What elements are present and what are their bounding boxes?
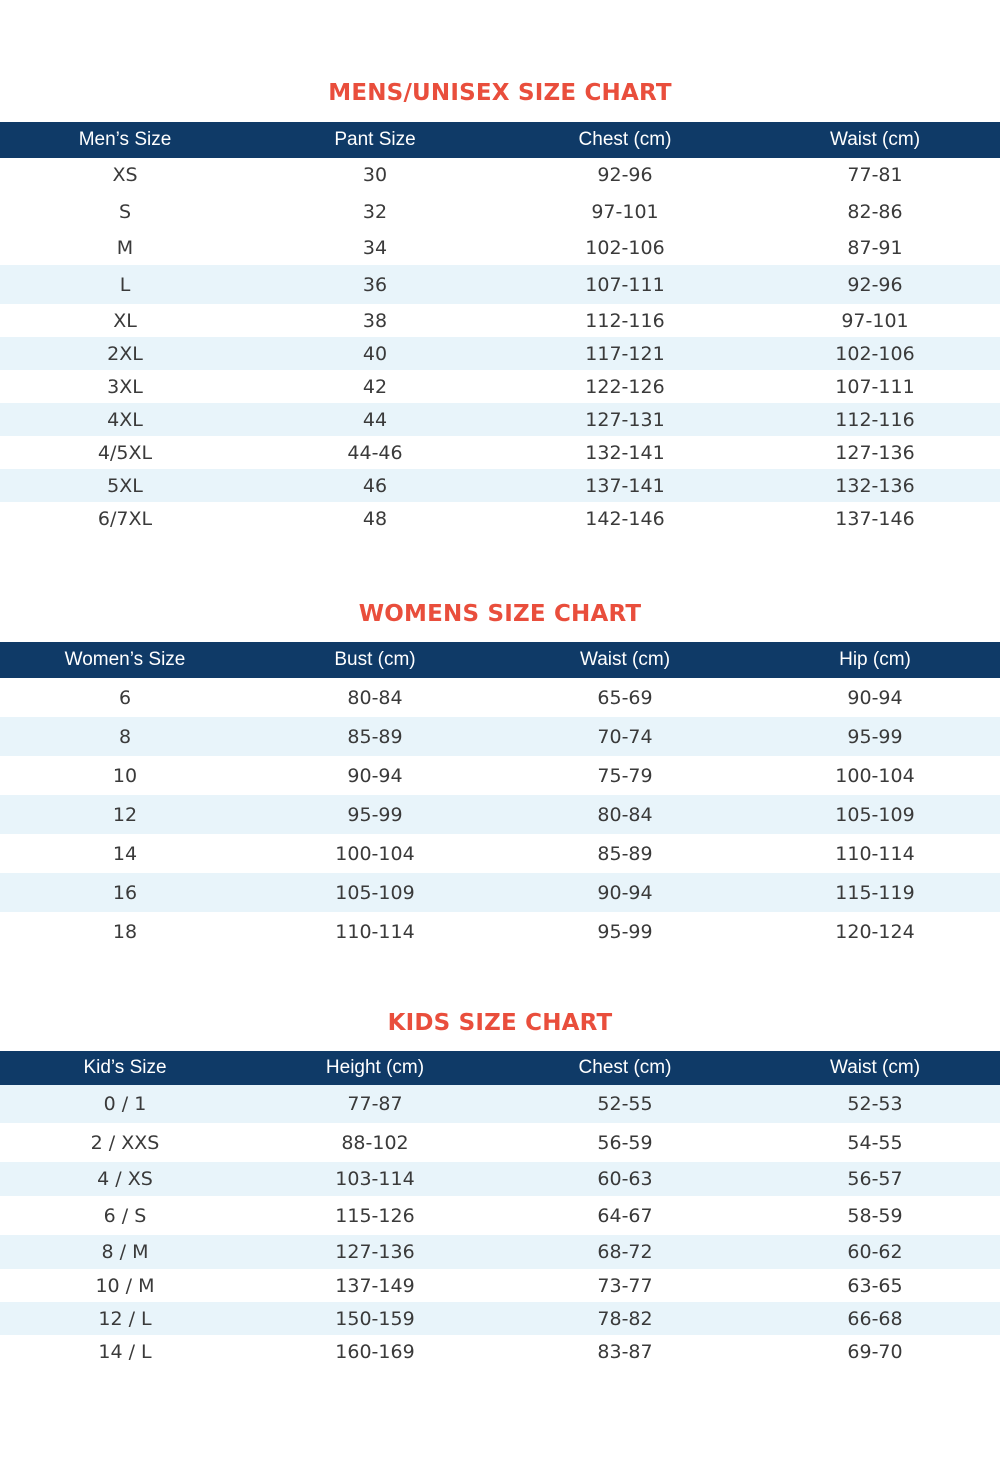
- womens-size-table: [0, 642, 1000, 951]
- table-cell: 90-94: [347, 764, 403, 787]
- womens-chart-title: WOMENS SIZE CHART: [358, 601, 642, 627]
- table-cell: 83-87: [597, 1340, 653, 1363]
- table-cell: 60-62: [847, 1241, 903, 1263]
- table-cell: 56-59: [597, 1131, 653, 1154]
- mens-size-table: [0, 122, 1000, 535]
- table-cell: 127-136: [835, 441, 915, 464]
- table-cell: 12: [112, 803, 138, 826]
- table-cell: XL: [113, 309, 137, 332]
- table-cell: 6 / S: [103, 1204, 147, 1227]
- table-row: [0, 1269, 1000, 1302]
- table-cell: 115-126: [335, 1204, 415, 1227]
- table-cell: 4XL: [107, 408, 143, 431]
- table-cell: 90-94: [597, 881, 653, 904]
- table-cell: 52-53: [847, 1093, 903, 1115]
- table-cell: 78-82: [597, 1307, 653, 1330]
- table-cell: 3XL: [107, 375, 143, 398]
- table-cell: 64-67: [597, 1204, 653, 1227]
- table-cell: 60-63: [597, 1168, 653, 1190]
- header-cell: Height (cm): [325, 1057, 425, 1078]
- table-cell: 10 / M: [95, 1274, 155, 1297]
- table-cell: 102-106: [835, 342, 915, 365]
- table-cell: 14: [112, 842, 138, 865]
- table-cell: 56-57: [847, 1168, 903, 1190]
- table-row: [0, 231, 1000, 265]
- header-cell: Waist (cm): [829, 129, 921, 150]
- table-cell: 14 / L: [98, 1340, 152, 1363]
- table-cell: 80-84: [347, 686, 403, 709]
- table-row: [0, 678, 1000, 717]
- table-row: [0, 1302, 1000, 1335]
- table-row: [0, 795, 1000, 834]
- table-cell: 137-141: [585, 474, 665, 497]
- table-cell: 142-146: [585, 507, 665, 530]
- table-row: [0, 1235, 1000, 1269]
- table-cell: 137-146: [835, 507, 915, 530]
- table-cell: 48: [362, 507, 388, 530]
- table-cell: 95-99: [347, 803, 403, 826]
- table-cell: 69-70: [847, 1340, 903, 1363]
- table-cell: 42: [362, 375, 388, 398]
- table-cell: 112-116: [835, 408, 915, 431]
- table-cell: 66-68: [847, 1307, 903, 1330]
- table-row: [0, 192, 1000, 231]
- table-row: [0, 756, 1000, 795]
- table-cell: 107-111: [835, 375, 915, 398]
- table-cell: 90-94: [847, 686, 903, 709]
- table-row: [0, 1085, 1000, 1123]
- table-cell: 52-55: [597, 1093, 653, 1115]
- table-cell: 38: [362, 309, 388, 332]
- table-cell: 63-65: [847, 1274, 903, 1297]
- table-cell: 8 / M: [101, 1241, 149, 1263]
- kids-chart-title: KIDS SIZE CHART: [387, 1010, 613, 1036]
- table-cell: 82-86: [847, 200, 903, 223]
- table-cell: 105-109: [835, 803, 915, 826]
- table-cell: 107-111: [585, 273, 665, 296]
- table-row: [0, 834, 1000, 873]
- table-cell: 97-101: [591, 200, 659, 223]
- header-cell: Hip (cm): [839, 649, 911, 670]
- table-cell: 0 / 1: [103, 1093, 147, 1115]
- table-row: [0, 873, 1000, 912]
- table-cell: 2XL: [107, 342, 143, 365]
- table-cell: 54-55: [847, 1131, 903, 1154]
- table-cell: 100-104: [335, 842, 415, 865]
- table-cell: 137-149: [335, 1274, 415, 1297]
- table-row: [0, 158, 1000, 192]
- table-cell: XS: [112, 164, 138, 186]
- table-cell: 32: [362, 200, 388, 223]
- table-cell: 132-136: [835, 474, 915, 497]
- table-row: [0, 265, 1000, 304]
- table-cell: 77-81: [847, 164, 903, 186]
- table-cell: 120-124: [835, 920, 915, 943]
- table-cell: 97-101: [841, 309, 909, 332]
- table-cell: 44-46: [347, 441, 403, 464]
- table-cell: 30: [362, 164, 388, 186]
- table-row: [0, 304, 1000, 337]
- table-cell: 110-114: [835, 842, 915, 865]
- header-cell: Waist (cm): [829, 1057, 921, 1078]
- table-cell: 40: [362, 342, 388, 365]
- table-cell: 8: [118, 725, 132, 748]
- table-row: [0, 403, 1000, 436]
- table-cell: 58-59: [847, 1204, 903, 1227]
- table-cell: 6: [118, 686, 132, 709]
- header-cell: Women’s Size: [64, 649, 186, 670]
- table-row: [0, 469, 1000, 502]
- table-cell: 87-91: [847, 237, 903, 259]
- table-cell: 92-96: [847, 273, 903, 296]
- table-header: [0, 122, 1000, 158]
- header-cell: Waist (cm): [579, 649, 671, 670]
- table-cell: 85-89: [347, 725, 403, 748]
- table-cell: 46: [362, 474, 388, 497]
- table-row: [0, 717, 1000, 756]
- table-cell: 100-104: [835, 764, 915, 787]
- table-cell: 110-114: [335, 920, 415, 943]
- table-cell: 122-126: [585, 375, 665, 398]
- table-cell: 36: [362, 273, 388, 296]
- table-cell: 117-121: [585, 342, 665, 365]
- header-cell: Chest (cm): [578, 129, 672, 150]
- table-cell: 80-84: [597, 803, 653, 826]
- table-cell: 2 / XXS: [90, 1131, 160, 1154]
- table-row: [0, 502, 1000, 535]
- table-cell: L: [119, 273, 131, 296]
- table-cell: M: [116, 237, 134, 259]
- table-cell: 34: [362, 237, 388, 259]
- table-row: [0, 436, 1000, 469]
- table-cell: 77-87: [347, 1093, 403, 1115]
- table-cell: 103-114: [335, 1168, 415, 1190]
- table-cell: 160-169: [335, 1340, 415, 1363]
- table-cell: 5XL: [107, 474, 143, 497]
- table-cell: S: [118, 200, 132, 223]
- kids-size-table: [0, 1051, 1000, 1368]
- table-row: [0, 1335, 1000, 1368]
- table-cell: 18: [112, 920, 138, 943]
- table-cell: 115-119: [835, 881, 915, 904]
- table-cell: 73-77: [597, 1274, 653, 1297]
- mens-chart-title: MENS/UNISEX SIZE CHART: [328, 80, 672, 106]
- table-cell: 70-74: [597, 725, 653, 748]
- table-row: [0, 1162, 1000, 1196]
- table-row: [0, 1196, 1000, 1235]
- table-cell: 12 / L: [98, 1307, 152, 1330]
- table-row: [0, 1123, 1000, 1162]
- table-cell: 75-79: [597, 764, 653, 787]
- table-header: [0, 642, 1000, 678]
- table-cell: 95-99: [847, 725, 903, 748]
- table-cell: 85-89: [597, 842, 653, 865]
- header-cell: Men’s Size: [78, 129, 172, 150]
- table-header: [0, 1051, 1000, 1085]
- table-cell: 92-96: [597, 164, 653, 186]
- table-row: [0, 337, 1000, 370]
- header-cell: Bust (cm): [334, 649, 416, 670]
- table-cell: 127-131: [585, 408, 665, 431]
- table-cell: 95-99: [597, 920, 653, 943]
- table-cell: 65-69: [597, 686, 653, 709]
- table-cell: 4 / XS: [97, 1168, 153, 1190]
- header-cell: Pant Size: [334, 129, 416, 150]
- table-cell: 132-141: [585, 441, 665, 464]
- table-cell: 88-102: [341, 1131, 409, 1154]
- table-cell: 127-136: [335, 1241, 415, 1263]
- header-cell: Kid’s Size: [83, 1057, 167, 1078]
- header-cell: Chest (cm): [578, 1057, 672, 1078]
- table-cell: 6/7XL: [97, 507, 153, 530]
- table-cell: 150-159: [335, 1307, 415, 1330]
- table-cell: 4/5XL: [97, 441, 153, 464]
- table-cell: 68-72: [597, 1241, 653, 1263]
- table-row: [0, 912, 1000, 951]
- table-cell: 102-106: [585, 237, 665, 259]
- table-row: [0, 370, 1000, 403]
- table-cell: 44: [362, 408, 388, 431]
- table-cell: 112-116: [585, 309, 665, 332]
- table-cell: 16: [112, 881, 138, 904]
- table-cell: 10: [112, 764, 138, 787]
- table-cell: 105-109: [335, 881, 415, 904]
